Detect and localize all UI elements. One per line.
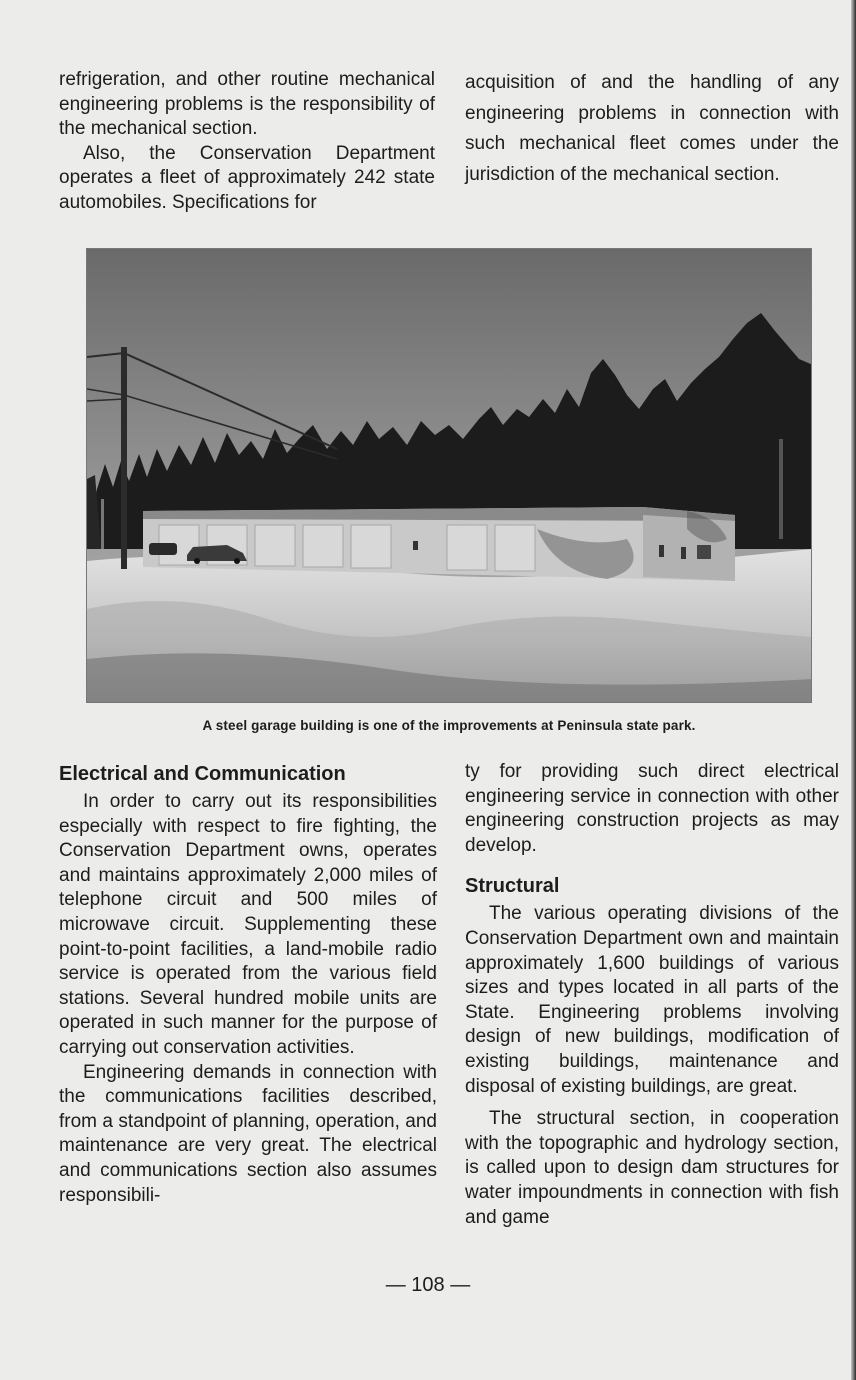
paragraph: The structural section, in cooperation with the topographic and hydrology section, is called upon to design dam structures for water impoundments in connection with fish and game <box>465 1108 839 1228</box>
paragraph: In order to carry out its responsibilities especially with respect to fire fighting, the Conservation Department owns, operates and maintains approximately 2,000 miles of telephone circuit and 500 miles of microwave circuit. Supplementing these point-to-point facilities, a land-mobile radio service is operated from the various field stations. Several hundred mobile units are operated in such manner for the purpose of carrying out conservation activities. <box>59 791 437 1058</box>
paragraph: Also, the Conservation Department operates a fleet of approximately 242 state automobiles. Specifications for <box>59 142 435 213</box>
paragraph: ty for providing such direct electrical engineering service in connection with other engineering construction projects as may develop. <box>465 761 839 856</box>
section-heading-electrical: Electrical and Communication <box>59 763 346 785</box>
page-number: — 108 — <box>385 1274 471 1296</box>
photo-caption: A steel garage building is one of the improvements at Peninsula state park. <box>202 718 696 733</box>
paragraph: Engineering demands in connection with the communications facilities described, from a standpoint of planning, operation, and maintenance are very great. The electrical and communications section also assumes responsibili- <box>59 1061 437 1206</box>
paragraph: acquisition of and the handling of any engineering problems in connection with such mechanical fleet comes under the jurisdiction of the mechanical section. <box>465 72 839 185</box>
garage-photo <box>86 248 812 703</box>
section-heading-structural: Structural <box>465 875 560 898</box>
top-left-column <box>59 68 435 216</box>
paragraph: refrigeration, and other routine mechanical engineering problems is the responsibility of the mechanical section. <box>59 69 435 140</box>
page-edge-shadow <box>851 0 856 1380</box>
bottom-left-column <box>59 760 437 1208</box>
top-right-column <box>465 68 839 190</box>
bottom-right-column <box>465 760 839 1230</box>
paragraph: The various operating divisions of the Conservation Department own and maintain approximately 1,600 buildings of various sizes and types located in all parts of the State. Engineering problems involving design of new buildings, modification of existing buildings, maintenance and disposal of existing buildings, are great. <box>465 903 839 1097</box>
